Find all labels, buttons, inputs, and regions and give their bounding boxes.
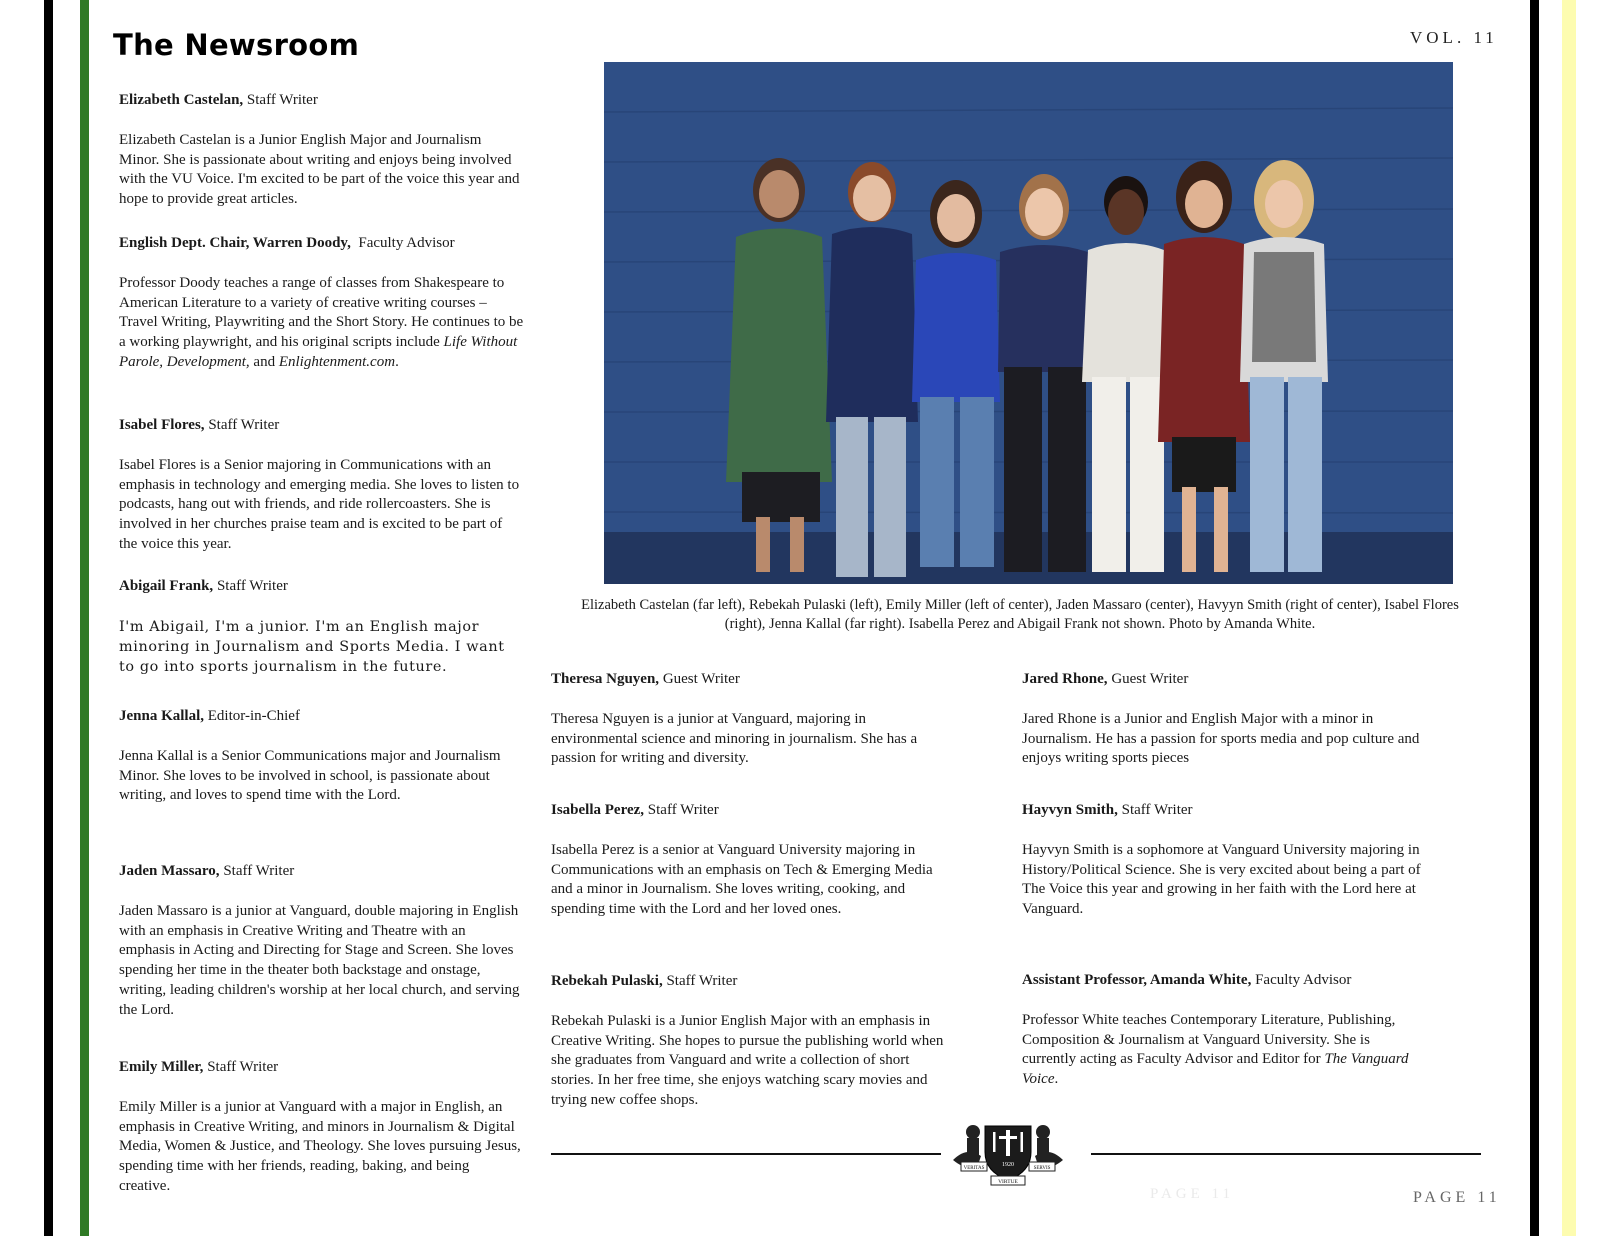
footer-rule-right [1091,1153,1481,1155]
bio-role: Faculty Advisor [1255,972,1352,988]
bio-text: Isabella Perez is a senior at Vanguard University majoring in Communications with an emphasis on Tech & Emerging Media and a minor in Journalism. She loves writing, cooking, and spending time with the Lord and her loved ones. [551,841,933,918]
bio-name: Assistant Professor, Amanda White, [1022,972,1252,988]
bio-abigail-frank [119,577,524,677]
script-title: Enlightenment.com [278,353,396,370]
bio-name: English Dept. Chair, Warren Doody, [119,235,351,251]
bio-amanda-white [1022,971,1427,1090]
bio-isabella-perez [551,801,956,920]
bio-role: Staff Writer [1121,802,1193,818]
bio-text: Jenna Kallal is a Senior Communications major and Journalism Minor. She loves to be involved in school, is passionate about writing, and loves to spend time with the Lord. [119,747,501,804]
bio-role: Staff Writer [246,92,318,108]
bio-name: Isabel Flores, [119,417,205,433]
bio-text: Jaden Massaro is a junior at Vanguard, double majoring in English with an emphasis in Creative Writing and Theatre with an emphasis in Acting and Directing for Stage and Screen. She loves spending her time in the theater both backstage and onstage, writing, leading children's worship at her local church, and serving the Lord. [119,902,520,1018]
bio-jaden-massaro [119,862,524,1021]
page-title: The Newsroom [113,28,360,62]
right-black-border [1530,0,1539,1236]
bio-name: Hayvyn Smith, [1022,802,1118,818]
bio-name: Jared Rhone, [1022,671,1108,687]
bio-rebekah-pulaski [551,972,956,1111]
bio-text: Professor Doody teaches a range of classes from Shakespeare to American Literature to a variety of creative writing courses – Travel Writing, Playwriting and the Short Story. He continues to be a working playwright, and his original scripts include Life Without Parole, Development, and Enlightenment.com. [119,274,524,370]
bio-name: Jaden Massaro, [119,863,220,879]
left-black-border [44,0,53,1236]
bio-name: Elizabeth Castelan, [119,92,244,108]
bio-jenna-kallal [119,707,524,806]
faint-page-label: PAGE 11 [1150,1186,1234,1202]
bio-text: I'm Abigail, I'm a junior. I'm an English major minoring in Journalism and Sports Media. I want to go into sports journalism in the future. [119,618,505,675]
photo-caption: Elizabeth Castelan (far left), Rebekah Pulaski (left), Emily Miller (left of center), Jaden Massaro (center), Havyyn Smith (right of center), Isabel Flores (right), Jenna Kallal (far right). Isabella Perez and Abigail Frank not shown. Photo by Amanda White. [581,597,1459,632]
bio-name: Emily Miller, [119,1059,204,1075]
crest-bottom-text: VIRTUE [998,1179,1018,1185]
bio-role: Guest Writer [1111,671,1189,687]
bio-role: Faculty Advisor [358,235,455,251]
bio-jared-rhone [1022,670,1427,769]
bio-role: Editor-in-Chief [207,708,300,724]
bio-text: Elizabeth Castelan is a Junior English Major and Journalism Minor. She is passionate about writing and enjoys being involved with the VU Voice. I'm excited to be part of the voice this year and hope to provide great articles. [119,131,520,208]
bio-role: Guest Writer [662,671,740,687]
bio-name: Jenna Kallal, [119,708,205,724]
bio-text: Professor White teaches Contemporary Literature, Publishing, Composition & Journalism at Vanguard University. She is currently acting as Faculty Advisor and Editor for The Vanguard Voice. [1022,1011,1409,1088]
bio-name: Rebekah Pulaski, [551,973,663,989]
bio-warren-doody [119,234,524,373]
bio-isabel-flores [119,416,524,555]
right-yellow-border [1562,0,1576,1236]
bio-role: Staff Writer [207,1059,279,1075]
bio-emily-miller [119,1058,524,1197]
left-green-border [80,0,89,1236]
bio-text: Jared Rhone is a Junior and English Major with a minor in Journalism. He has a passion for sports media and pop culture and enjoys writing sports pieces [1022,710,1420,767]
bio-hayvyn-smith [1022,801,1427,920]
bio-text: Rebekah Pulaski is a Junior English Major with an emphasis in Creative Writing. She hopes to pursue the publishing world when she graduates from Vanguard and write a collection of short stories. In her free time, she enjoys watching scary movies and trying new coffee shops. [551,1012,944,1108]
bio-text: Isabel Flores is a Senior majoring in Communications with an emphasis in technology and emerging media. She loves to listen to podcasts, hang out with friends, and ride rollercoasters. She is involved in her churches praise team and is excited to be part of the voice this year. [119,456,520,552]
group-photo [604,62,1453,584]
volume-label: VOL. 11 [1410,28,1498,47]
crest-year: 1920 [1002,1162,1014,1168]
bio-role: Staff Writer [666,973,738,989]
bio-name: Abigail Frank, [119,578,214,594]
bio-name: Theresa Nguyen, [551,671,660,687]
bio-text: Theresa Nguyen is a junior at Vanguard, majoring in environmental science and minoring in journalism. She has a passion for writing and diversity. [551,710,918,767]
university-crest-logo [947,1120,1069,1186]
footer-rule-left [551,1153,941,1155]
crest-left-text: VERITAS [963,1166,985,1171]
bio-role: Staff Writer [216,578,288,594]
bio-text: Hayvyn Smith is a sophomore at Vanguard University majoring in History/Political Science. She is very excited about being a part of The Voice this year and growing in her faith with the Lord here at Vanguard. [1022,841,1421,918]
publication-title: The Vanguard Voice [1022,1051,1409,1088]
bio-theresa-nguyen [551,670,956,769]
bio-text: Emily Miller is a junior at Vanguard with a major in English, an emphasis in Creative Writing, and minors in Journalism & Digital Media, Women & Justice, and Theology. She loves pursuing Jesus, spending time with her friends, reading, baking, and being creative. [119,1098,521,1194]
bio-role: Staff Writer [223,863,295,879]
page-number: PAGE 11 [1413,1189,1501,1206]
script-titles: Life Without Parole, Development, [119,334,518,370]
bio-name: Isabella Perez, [551,802,645,818]
bio-elizabeth-castelan [119,91,524,210]
bio-role: Staff Writer [208,417,280,433]
crest-right-text: SERVIS [1033,1166,1051,1171]
bio-role: Staff Writer [647,802,719,818]
